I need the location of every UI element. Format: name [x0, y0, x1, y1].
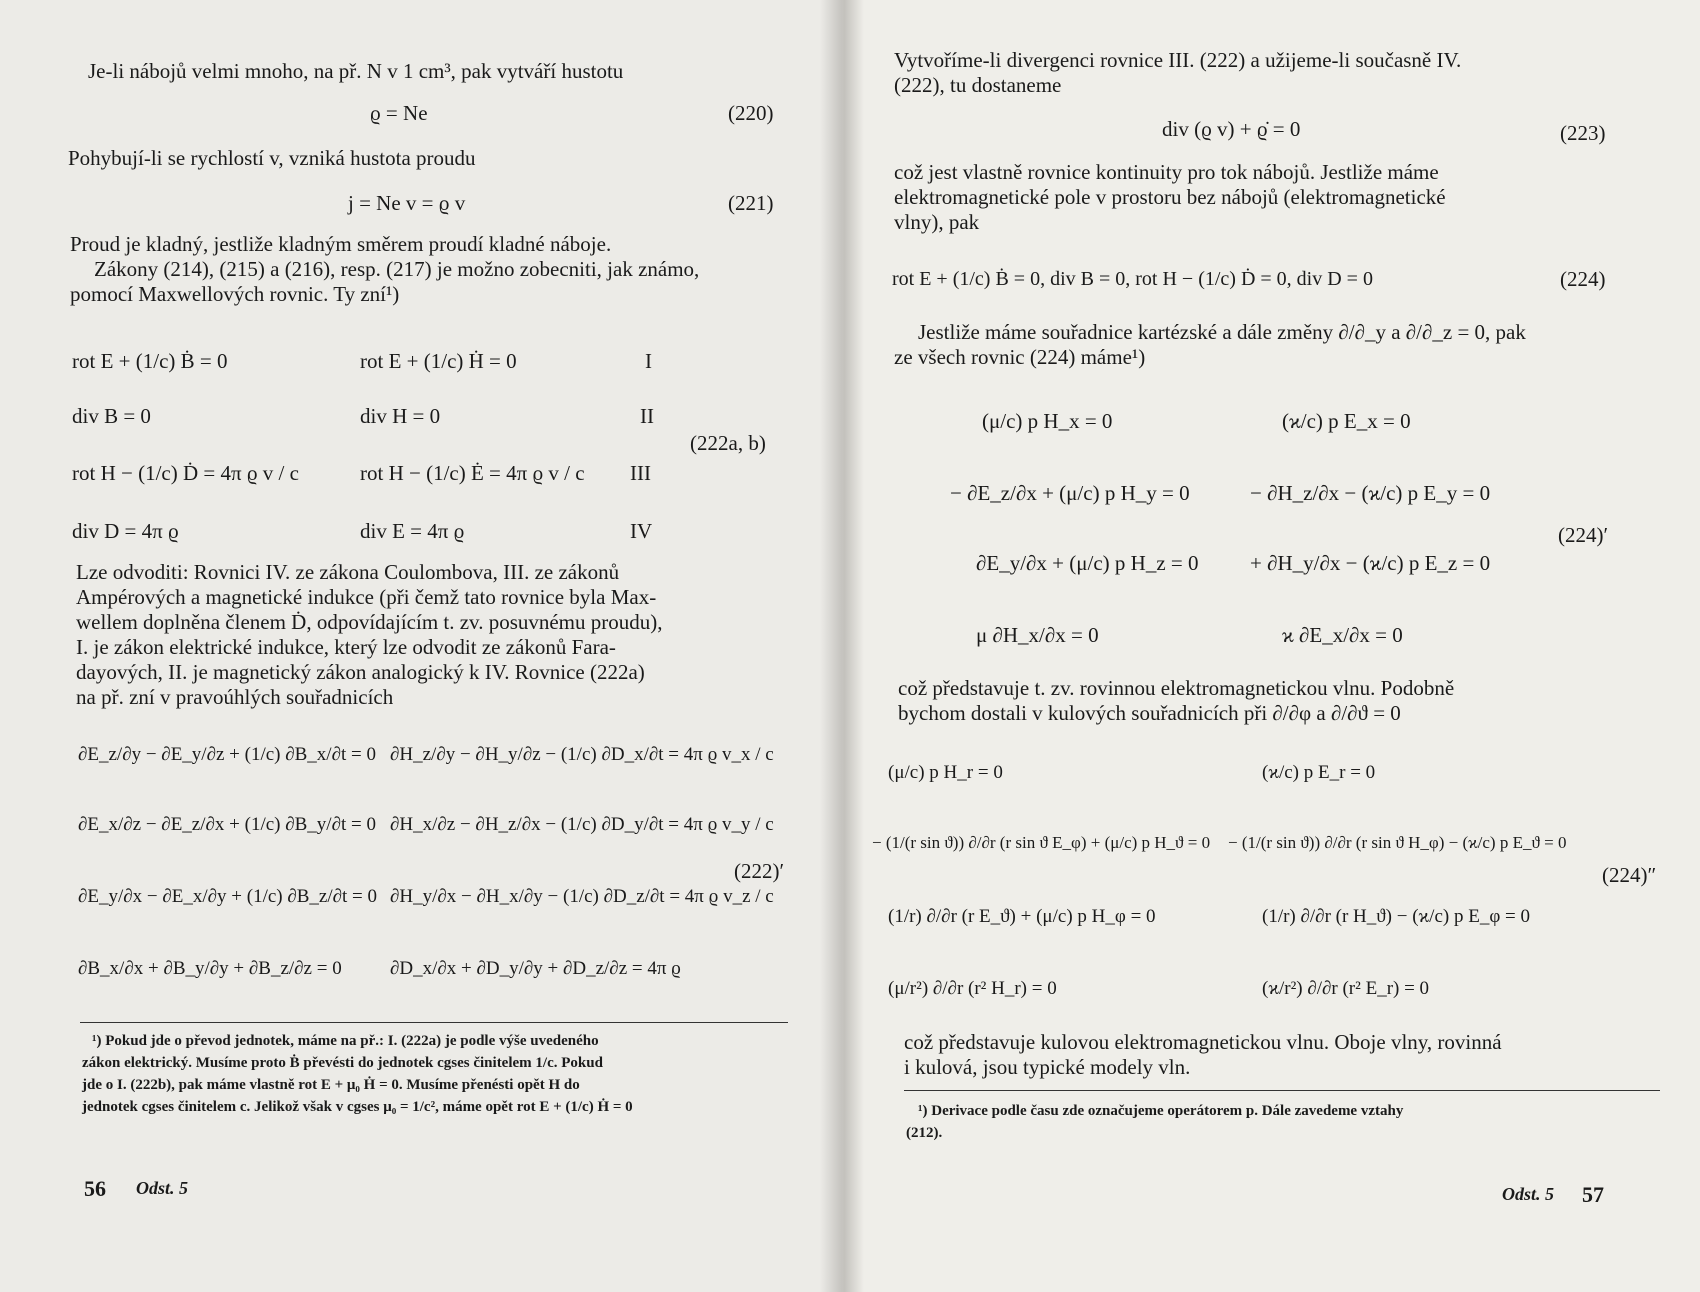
paragraph — [76, 560, 784, 710]
text-line: i kulová, jsou typické modely vln. — [904, 1055, 1191, 1079]
maxwell-eq-b1: rot E + (1/c) Ḣ = 0 — [360, 349, 517, 373]
text-line: ze všech rovnic (224) máme¹) — [894, 345, 1146, 369]
spherical-wave-eq-left: (μ/r²) ∂/∂r (r² H_r) = 0 — [888, 978, 1057, 999]
footnote-line: jde o I. (222b), pak máme vlastně rot E + μ₀ Ḣ = 0. Musíme přenésti opět H do — [82, 1077, 580, 1093]
roman-numeral: I — [645, 349, 652, 373]
cartesian-eq-right: ∂H_x/∂z − ∂H_z/∂x − (1/c) ∂D_y/∂t = 4π ϱ v_y / c — [390, 814, 774, 835]
paragraph — [894, 48, 1654, 98]
footnote-line: (212). — [906, 1125, 943, 1141]
section-label: Odst. 5 — [136, 1178, 189, 1198]
plane-wave-eq-right: (ϰ/c) p E_x = 0 — [1282, 409, 1411, 433]
text-line: Lze odvoditi: Rovnici IV. ze zákona Coulombova, III. ze zákonů — [76, 560, 620, 584]
paragraph — [894, 160, 1654, 235]
footnote-line: ¹) Derivace podle času zde označujeme operátorem p. Dále zavedeme vztahy — [918, 1103, 1404, 1119]
cartesian-eq-left: ∂E_y/∂x − ∂E_x/∂y + (1/c) ∂B_z/∂t = 0 — [78, 886, 378, 907]
footnote — [82, 1030, 792, 1118]
text-line: dayových, II. je magnetický zákon analogický k IV. Rovnice (222a) — [76, 660, 645, 684]
cartesian-eq-left: ∂E_x/∂z − ∂E_z/∂x + (1/c) ∂B_y/∂t = 0 — [78, 814, 376, 835]
text-line: elektromagnetické pole v prostoru bez nábojů (elektromagnetické — [894, 185, 1446, 209]
roman-numeral: IV — [630, 519, 653, 543]
equation-number: (224) — [1560, 267, 1606, 291]
plane-wave-eq-right: + ∂H_y/∂x − (ϰ/c) p E_z = 0 — [1250, 551, 1491, 575]
text-line: což jest vlastně rovnice kontinuity pro tok nábojů. Jestliže máme — [894, 160, 1439, 184]
plane-wave-eq-right: ϰ ∂E_x/∂x = 0 — [1282, 623, 1403, 647]
text-line: Pohybují-li se rychlostí v, vzniká hustota proudu — [68, 146, 476, 170]
text-line: Vytvoříme-li divergenci rovnice III. (222) a užijeme-li současně IV. — [894, 48, 1462, 72]
equation-number: (221) — [728, 191, 774, 215]
spherical-wave-eq-left: (1/r) ∂/∂r (r E_ϑ) + (μ/c) p H_φ = 0 — [888, 906, 1156, 927]
text-line: vlny), pak — [894, 210, 980, 234]
text-line: na př. zní v pravoúhlých souřadnicích — [76, 685, 394, 709]
maxwell-eq-a4: div D = 4π ϱ — [72, 519, 179, 543]
text-line: I. je zákon elektrické indukce, který lze odvodit ze zákonů Fara- — [76, 635, 616, 659]
spherical-wave-eq-left: − (1/(r sin ϑ)) ∂/∂r (r sin ϑ E_φ) + (μ/c) p H_ϑ = 0 — [872, 833, 1211, 852]
equation-number: (224)″ — [1602, 863, 1657, 887]
equation-221: j = Ne v = ϱ v — [348, 191, 466, 215]
equation-number: (220) — [728, 101, 774, 125]
equation-number: (222a, b) — [690, 431, 766, 455]
plane-wave-eq-left: ∂E_y/∂x + (μ/c) p H_z = 0 — [976, 551, 1199, 575]
spherical-wave-eq-right: − (1/(r sin ϑ)) ∂/∂r (r sin ϑ H_φ) − (ϰ/c) p E_ϑ = 0 — [1228, 833, 1567, 852]
text-line: (222), tu dostaneme — [894, 73, 1062, 97]
roman-numeral: III — [630, 461, 651, 485]
page-number: 56 — [84, 1176, 106, 1201]
equation-number: (222)′ — [734, 859, 785, 883]
spherical-wave-eq-left: (μ/c) p H_r = 0 — [888, 762, 1003, 783]
section-label: Odst. 5 — [1502, 1184, 1555, 1204]
maxwell-eq-b4: div E = 4π ϱ — [360, 519, 465, 543]
maxwell-eq-b2: div H = 0 — [360, 404, 441, 428]
footnote-rule — [904, 1090, 1660, 1091]
footnote — [906, 1100, 1662, 1144]
cartesian-eq-left: ∂E_z/∂y − ∂E_y/∂z + (1/c) ∂B_x/∂t = 0 — [78, 744, 376, 765]
equation-number: (223) — [1560, 121, 1606, 145]
text-line: Zákony (214), (215) a (216), resp. (217) je možno zobecniti, jak známo, — [94, 257, 700, 281]
footnote-line: ¹) Pokud jde o převod jednotek, máme na př.: I. (222a) je podle výše uvedeného — [92, 1033, 599, 1049]
text-line: Ampérových a magnetické indukce (při čemž tato rovnice byla Max- — [76, 585, 657, 609]
roman-numeral: II — [640, 404, 654, 428]
spherical-wave-eq-right: (ϰ/c) p E_r = 0 — [1262, 762, 1376, 783]
text-line: bychom dostali v kulových souřadnicích při ∂/∂φ a ∂/∂ϑ = 0 — [898, 701, 1401, 725]
cartesian-eq-right: ∂H_y/∂x − ∂H_x/∂y − (1/c) ∂D_z/∂t = 4π ϱ v_z / c — [390, 886, 774, 907]
maxwell-eq-a3: rot H − (1/c) Ḋ = 4π ϱ v / c — [72, 461, 299, 485]
equation-number: (224)′ — [1558, 523, 1609, 547]
paragraph — [898, 676, 1654, 726]
paragraph — [904, 1030, 1664, 1080]
plane-wave-eq-left: μ ∂H_x/∂x = 0 — [976, 623, 1099, 647]
paragraph — [70, 232, 786, 307]
text-line: Proud je kladný, jestliže kladným směrem proudí kladné náboje. — [70, 232, 612, 256]
text-line: Je-li nábojů velmi mnoho, na př. N v 1 cm³, pak vytváří hustotu — [88, 59, 624, 83]
plane-wave-eq-left: (μ/c) p H_x = 0 — [982, 409, 1113, 433]
text-line: wellem doplněna členem Ḋ, odpovídajícím t. zv. posuvnému proudu), — [76, 610, 663, 634]
footnote-line: jednotek cgses činitelem c. Jelikož však v cgses μ₀ = 1/c², máme opět rot E + (1/c) Ḣ = 0 — [82, 1099, 633, 1115]
equation-224: rot E + (1/c) Ḃ = 0, div B = 0, rot H − (1/c) Ḋ = 0, div D = 0 — [892, 268, 1373, 290]
paragraph — [894, 320, 1654, 370]
maxwell-eq-b3: rot H − (1/c) Ė = 4π ϱ v / c — [360, 461, 585, 485]
text-line: pomocí Maxwellových rovnic. Ty zní¹) — [70, 282, 400, 306]
cartesian-eq-right: ∂H_z/∂y − ∂H_y/∂z − (1/c) ∂D_x/∂t = 4π ϱ v_x / c — [390, 744, 774, 765]
footnote-line: zákon elektrický. Musíme proto Ḃ převésti do jednotek cgses činitelem 1/c. Pokud — [82, 1055, 603, 1071]
text-line: Jestliže máme souřadnice kartézské a dále změny ∂/∂_y a ∂/∂_z = 0, pak — [918, 320, 1526, 344]
maxwell-eq-a1: rot E + (1/c) Ḃ = 0 — [72, 349, 228, 373]
spherical-wave-eq-right: (1/r) ∂/∂r (r H_ϑ) − (ϰ/c) p E_φ = 0 — [1262, 906, 1531, 927]
footnote-rule — [80, 1022, 788, 1023]
cartesian-eq-right: ∂D_x/∂x + ∂D_y/∂y + ∂D_z/∂z = 4π ϱ — [390, 958, 681, 979]
equation-223: div (ϱ v) + ϱ̇ = 0 — [1162, 117, 1301, 141]
plane-wave-eq-right: − ∂H_z/∂x − (ϰ/c) p E_y = 0 — [1250, 481, 1491, 505]
page-number: 57 — [1582, 1182, 1604, 1207]
plane-wave-eq-left: − ∂E_z/∂x + (μ/c) p H_y = 0 — [950, 481, 1190, 505]
right-page — [842, 0, 1700, 1292]
spherical-wave-eq-right: (ϰ/r²) ∂/∂r (r² E_r) = 0 — [1262, 978, 1430, 999]
maxwell-eq-a2: div B = 0 — [72, 404, 151, 428]
text-line: což představuje kulovou elektromagnetickou vlnu. Oboje vlny, rovinná — [904, 1030, 1502, 1054]
text-line: což představuje t. zv. rovinnou elektromagnetickou vlnu. Podobně — [898, 676, 1455, 700]
left-page — [0, 0, 842, 1292]
cartesian-eq-left: ∂B_x/∂x + ∂B_y/∂y + ∂B_z/∂z = 0 — [78, 958, 342, 979]
equation-220: ϱ = Ne — [370, 101, 428, 125]
